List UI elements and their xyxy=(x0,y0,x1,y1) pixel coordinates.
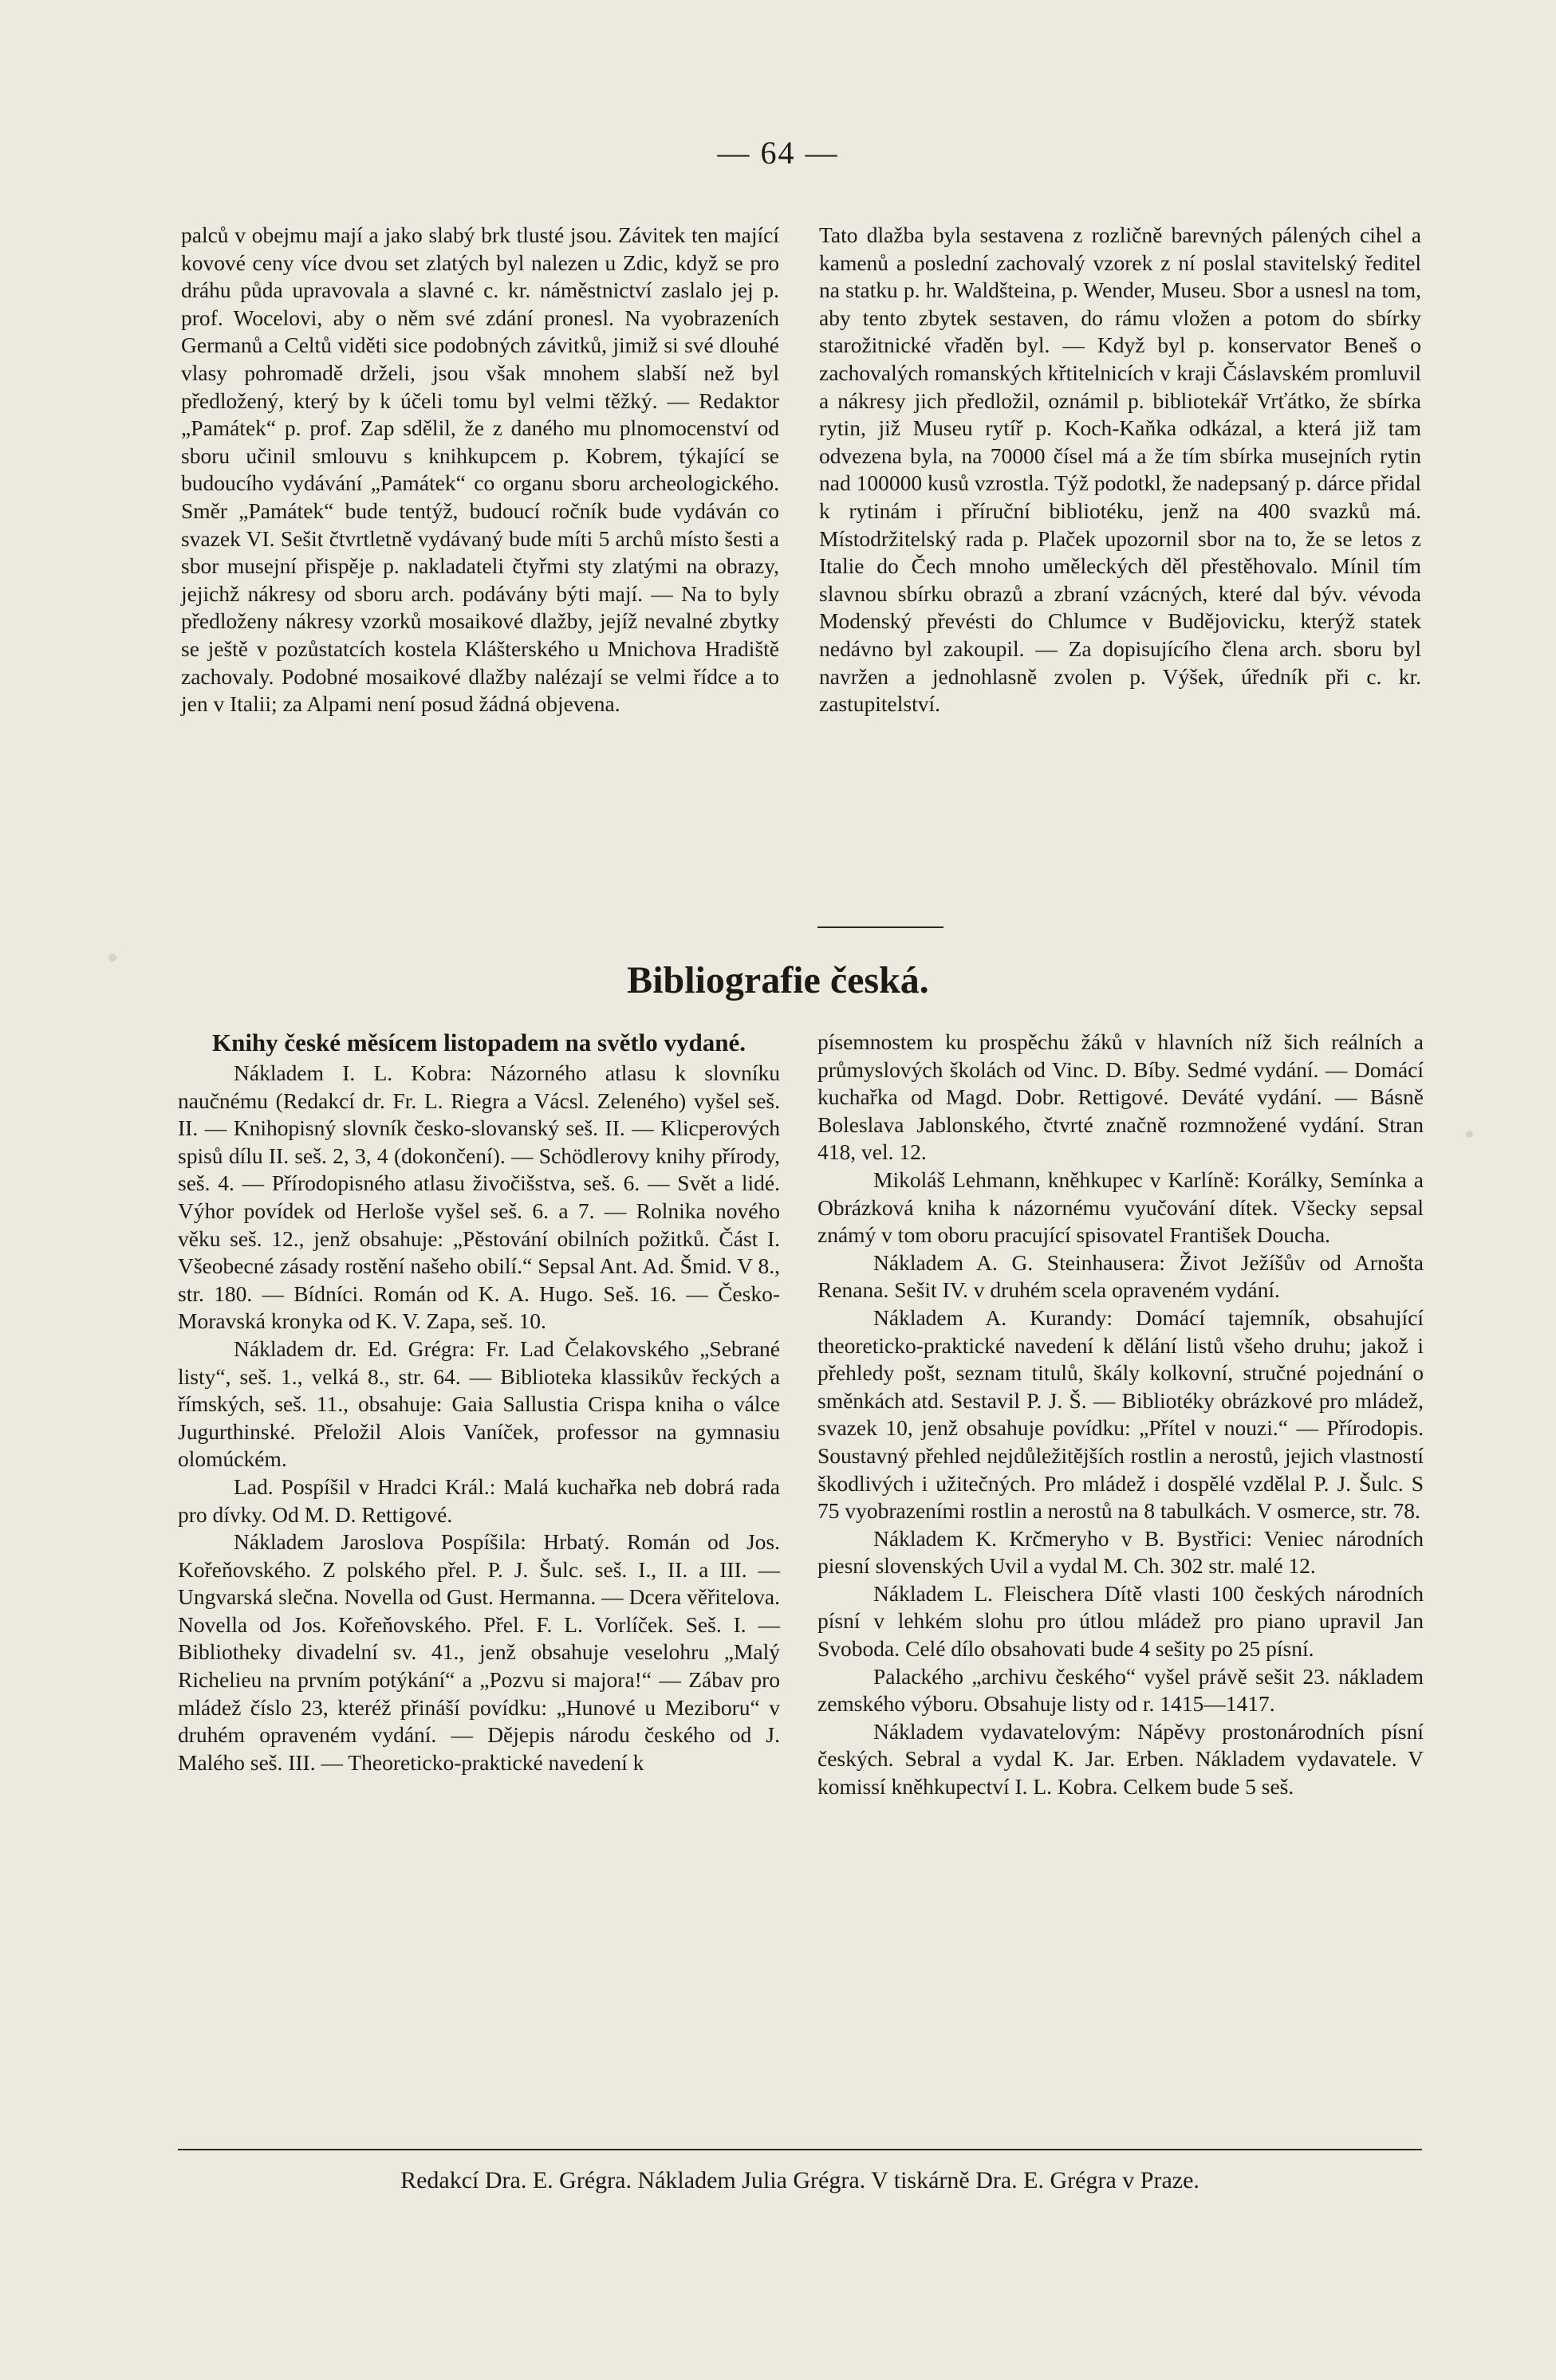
page-number: — 64 — xyxy=(717,135,839,171)
paragraph: Nákladem K. Krčmeryho v B. Bystřici: Veniec národních piesní slovenských Uvil a vydal M. Ch. 302 str. malé 12. xyxy=(817,1525,1424,1579)
bottom-right-column xyxy=(817,1029,1424,1801)
paragraph: Nákladem L. Fleischera Dítě vlasti 100 českých národních písní v lehkém slohu pro útlou mládež pro piano upravil Jan Svoboda. Celé dílo obsahovati bude 4 sešity po 25 písní. xyxy=(817,1580,1424,1662)
section-divider xyxy=(817,926,943,928)
paragraph: písemnostem ku prospěchu žáků v hlavních níž šich reálních a průmyslových školách od Vinc. D. Bíby. Sedmé vydání. — Domácí kuchařka od Magd. Dobr. Rettigové. Deváté vydání. — Básně Boleslava Jablonského, čtvrté značně rozmnožené vydání. Stran 418, vel. 12. xyxy=(817,1029,1424,1165)
paragraph: Nákladem I. L. Kobra: Názorného atlasu k slovníku naučnému (Redakcí dr. Fr. L. Riegra a Vácsl. Zeleného) vyšel seš. II. — Knihopisný slovník česko-slovanský seš. II. — Klicperových spisů dílu II. seš. 2, 3, 4 (dokončení). — Schödlerovy knihy přírody, seš. 4. — Přírodopisného atlasu živočišstva, seš. 6. — Svět a lidé. Výhor povídek od Herloše vyšel seš. 6. a 7. — Rolnika nového věku seš. 12., jenž obsahuje: „Pěstování obilních požitků. Část I. Všeobecné zásady rostění našeho obilí.“ Sepsal Ant. Ad. Šmid. V 8., str. 180. — Bídníci. Román od K. A. Hugo. Seš. 16. — Česko-Moravská kronyka od K. V. Zapa, seš. 10. xyxy=(178,1060,780,1334)
imprint-footer: Redakcí Dra. E. Grégra. Nákladem Julia Grégra. V tiskárně Dra. E. Grégra v Praze. xyxy=(400,2167,1199,2193)
section-title: Bibliografie česká. xyxy=(627,959,929,1001)
paper-spot xyxy=(1466,1131,1473,1138)
paragraph: Nákladem Jaroslova Pospíšila: Hrbatý. Román od Jos. Kořeňovského. Z polského přel. P. J. Šulc. seš. I., II. a III. — Ungvarská slečna. Novella od Gust. Hermanna. — Dcera věřitelova. Novella od Jos. Kořeňovského. Přel. F. L. Vorlíček. Seš. I. — Bibliotheky divadelní sv. 41., jenž obsahuje veselohru „Malý Richelieu na prvním potýkání“ a „Pozvu si majora!“ — Zábav pro mládež číslo 23, kteréž přináší povídku: „Hunové u Meziboru“ v druhém opraveném vydání. — Dějepis národu českého od J. Malého seš. III. — Theoreticko-praktické navedení k xyxy=(178,1529,780,1775)
paragraph: Palackého „archivu českého“ vyšel právě sešit 23. nákladem zemského výboru. Obsahuje listy od r. 1415—1417. xyxy=(817,1663,1424,1717)
paragraph: Nákladem dr. Ed. Grégra: Fr. Lad Čelakovského „Sebrané listy“, seš. 1., velká 8., str. 64. — Biblioteka klassikův řeckých a římských, seš. 11., obsahuje: Gaia Sallustia Crispa kniha o válce Jugurthinské. Přeložil Alois Vaníček, professor na gymnasiu olomúckém. xyxy=(178,1336,780,1472)
paragraph: Nákladem A. Kurandy: Domácí tajemník, obsahující theoreticko-praktické navedení k dělání listů všeho druhu; jakož i přehledy pošt, seznam titulů, škály kolkovní, stručné pojednání o směnkách atd. Sestavil P. J. Š. — Bibliotéky obrázkové pro mládež, svazek 10, jenž obsahuje povídku: „Přítel v nouzi.“ — Přírodopis. Soustavný přehled nejdůležitějších rostlin a nerostů, jejich vlastností škodlivých i užitečných. Pro mládež i dospělé vzdělal P. J. Šulc. S 75 vyobrazeními rostlin a nerostů na 8 tabulkách. V osmerce, str. 78. xyxy=(817,1304,1424,1524)
footer-divider xyxy=(178,2149,1422,2150)
top-left-column xyxy=(181,222,779,718)
bottom-left-column xyxy=(178,1029,780,1776)
paragraph: palců v obejmu mají a jako slabý brk tlusté jsou. Závitek ten mající kovové ceny více dvou set zlatých byl nalezen u Zdic, když se pro dráhu půda upravovala a slavné c. kr. náměstnictví zaslalo jej p. prof. Wocelovi, aby o něm své zdání pronesl. Na vyobrazeních Germanů a Celtů viděti sice podobných závitků, jimiž si své dlouhé vlasy pohromadě drželi, jsou však mnohem slabší než byl předložený, který by k účeli tomu byl velmi těžký. — Redaktor „Památek“ p. prof. Zap sdělil, že z daného mu plnomocenství od sboru učinil smlouvu s knihkupcem p. Kobrem, týkající se budoucího vydávání „Památek“ co organu sboru archeologického. Směr „Památek“ bude tentýž, budoucí ročník bude vydáván co svazek VI. Sešit čtvrtletně vydávaný bude míti 5 archů místo šesti a sbor musejní přispěje p. nakladateli čtyřmi sty zlatými na obrazy, jejichž nákresy od sboru arch. podávány býti mají. — Na to byly předloženy nákresy vzorků mosaikové dlažby, jejíž nevalné zbytky se ještě v pozůstatcích kostela Klášterského u Mnichova Hradiště zachovaly. Podobné mosaikové dlažby nalézají se velmi řídce a to jen v Italii; za Alpami není posud žádná objevena. xyxy=(181,222,779,717)
paragraph: Lad. Pospíšil v Hradci Král.: Malá kuchařka neb dobrá rada pro dívky. Od M. D. Rettigové. xyxy=(178,1473,780,1527)
subsection-title: Knihy české měsícem listopadem na světlo vydané. xyxy=(211,1029,746,1056)
paragraph: Mikoláš Lehmann, kněhkupec v Karlíně: Korálky, Semínka a Obrázková kniha k názornému vyučování dítek. Všecky sepsal známý v tom oboru pracující spisovatel František Doucha. xyxy=(817,1166,1424,1248)
paragraph: Nákladem A. G. Steinhausera: Život Ježíšův od Arnošta Renana. Sešit IV. v druhém scela opraveném vydání. xyxy=(817,1249,1424,1303)
paragraph: Tato dlažba byla sestavena z rozličně barevných pálených cihel a kamenů a poslední zachovalý vzorek z ní poslal stavitelský ředitel na statku p. hr. Waldšteina, p. Wender, Museu. Sbor a usnesl na tom, aby tento zbytek sestaven, do rámu vložen a potom do sbírky starožitnické vřaděn byl. — Když byl p. konservator Beneš o zachovalých romanských křtitelnicích v kraji Čáslavském promluvil a nákresy jich předložil, oznámil p. bibliotekář Vrťátko, že sbírka rytin, již Museu rytíř p. Koch-Kaňka odkázal, a která již tam odvezena byla, na 70000 čísel má a že tím sbírka musejních rytin nad 100000 kusů vzrostla. Týž podotkl, že nadepsaný p. dárce přidal k rytinám i příruční bibliotéku, jenž na 400 svazků má. Místodržitelský rada p. Plaček upozornil sbor na to, že se letos z Italie do Čech mnoho uměleckých děl přestěhovalo. Mínil tím slavnou sbírku obrazů a zbraní vzácných, které dal býv. vévoda Modenský převésti do Chlumce v Budějovicku, kterýž statek nedávno byl zakoupil. — Za dopisujícího člena arch. sboru byl navržen a jednohlasně zvolen p. Výšek, úředník při c. kr. zastupitelství. xyxy=(819,222,1421,717)
paragraph: Nákladem vydavatelovým: Nápěvy prostonárodních písní českých. Sebral a vydal K. Jar. Erben. Nákladem vydavatele. V komissí kněhkupectví I. L. Kobra. Celkem bude 5 seš. xyxy=(817,1718,1424,1800)
top-right-column xyxy=(819,222,1421,718)
